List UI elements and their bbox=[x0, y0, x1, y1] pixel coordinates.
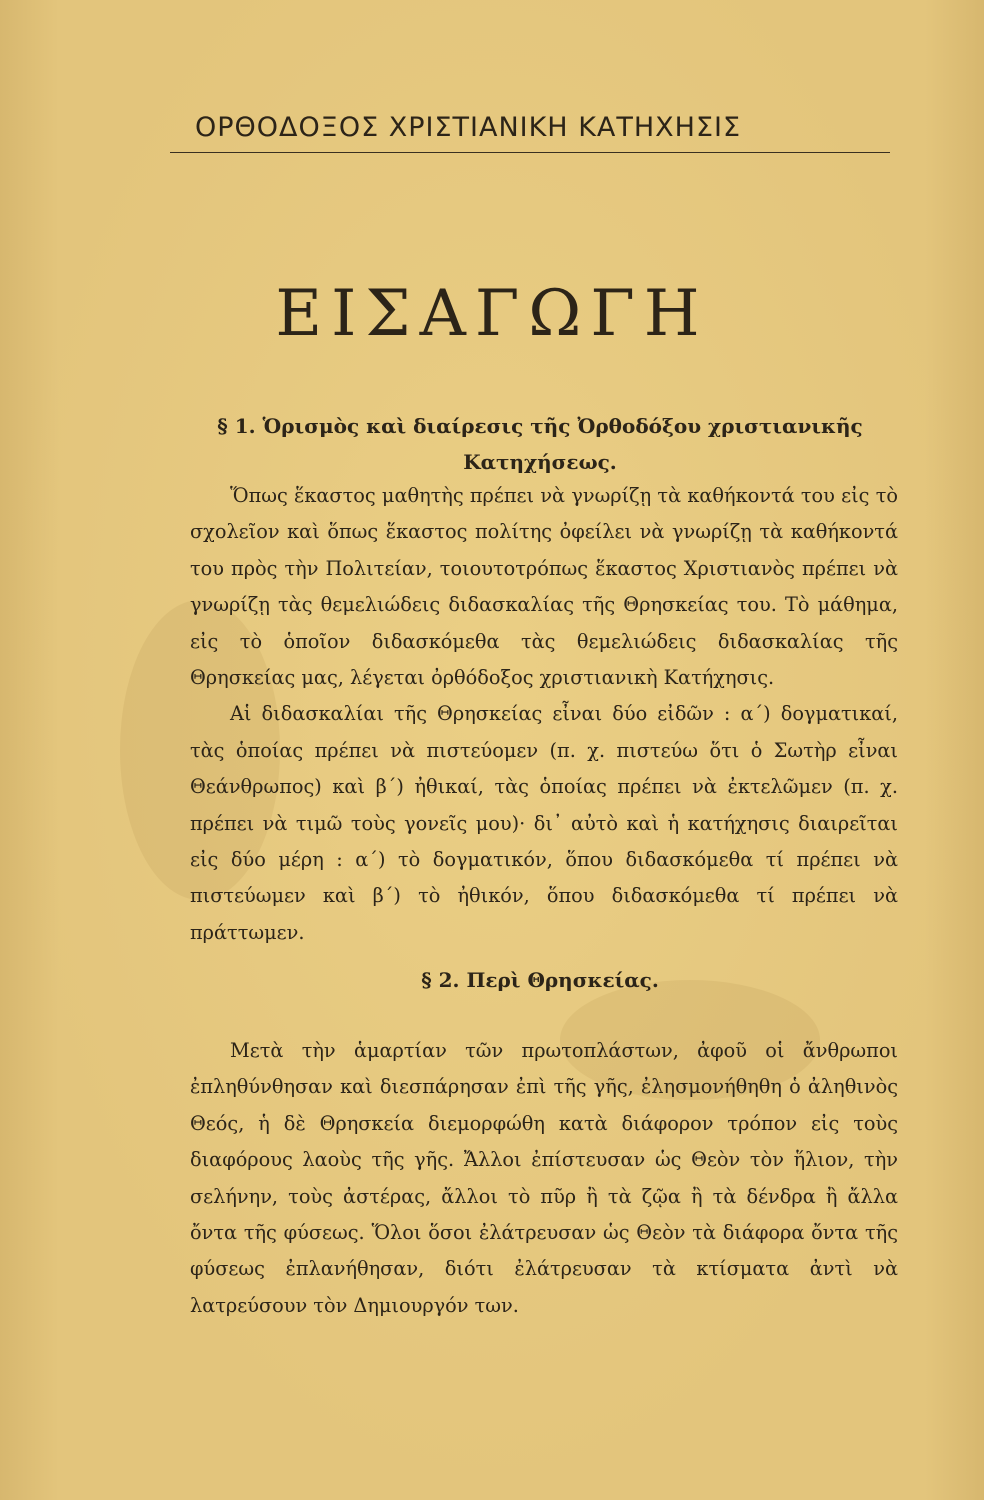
running-head-rule bbox=[170, 152, 890, 153]
section-1-heading: § 1. Ὁρισμὸς καὶ διαίρεσις τῆς Ὀρθοδόξου χριστιανικῆς Κατηχήσεως. bbox=[217, 414, 863, 474]
section-2-heading: § 2. Περὶ Θρησκείας. bbox=[421, 968, 659, 992]
running-head: ΟΡΘΟΔΟΞΟΣ ΧΡΙΣΤΙΑΝΙΚΗ ΚΑΤΗΧΗΣΙΣ bbox=[195, 112, 742, 143]
section-1-body bbox=[190, 478, 898, 951]
paragraph: Μετὰ τὴν ἁμαρτίαν τῶν πρωτοπλάστων, ἀφοῦ οἱ ἄνθρωποι ἐπληθύνθησαν καὶ διεσπάρησαν ἐπὶ τῆς γῆς, ἐλησμονήθηθη ὁ ἀληθινὸς Θεός, ἡ δὲ Θρησκεία διεμορφώθη κατὰ διάφορον τρόπον εἰς τοὺς διαφόρους λαοὺς τῆς γῆς. Ἄλλοι ἐπίστευσαν ὡς Θεὸν τὸν ἥλιον, τὴν σελήνην, τοὺς ἀστέρας, ἄλλοι τὸ πῦρ ἢ τὰ ζῷα ἢ τὰ δένδρα ἢ ἄλλα ὄντα τῆς φύσεως. Ὅλοι ὅσοι ἐλάτρευσαν ὡς Θεὸν τὰ διάφορα ὄντα τῆς φύσεως ἐπλανήθησαν, διότι ἐλάτρευσαν τὰ κτίσματα ἀντὶ νὰ λατρεύσουν τὸν Δημιουργόν των. bbox=[190, 1039, 898, 1317]
paragraph: Αἱ διδασκαλίαι τῆς Θρησκείας εἶναι δύο εἰδῶν : α΄) δογματικαί, τὰς ὁποίας πρέπει νὰ πιστεύομεν (π. χ. πιστεύω ὅτι ὁ Σωτὴρ εἶναι Θεάνθρωπος) καὶ β΄) ἠθικαί, τὰς ὁποίας πρέπει νὰ ἐκτελῶμεν (π. χ. πρέπει νὰ τιμῶ τοὺς γονεῖς μου)· δι᾽ αὐτὸ καὶ ἡ κατήχησις διαιρεῖται εἰς δύο μέρη : α΄) τὸ δογματικόν, ὅπου διδασκόμεθα τί πρέπει νὰ πιστεύωμεν καὶ β΄) τὸ ἠθικόν, ὅπου διδασκόμεθα τί πρέπει νὰ πράττωμεν. bbox=[190, 702, 898, 944]
chapter-title: ΕΙΣΑΓΩΓΗ bbox=[275, 277, 709, 351]
paragraph: Ὅπως ἕκαστος μαθητὴς πρέπει νὰ γνωρίζῃ τὰ καθήκοντά του εἰς τὸ σχολεῖον καὶ ὅπως ἕκαστος πολίτης ὀφείλει νὰ γνωρίζῃ τὰ καθήκοντά του πρὸς τὴν Πολιτείαν, τοιουτοτρόπως ἕκαστος Χριστιανὸς πρέπει νὰ γνωρίζῃ τὰς θεμελιώδεις διδασκαλίας τῆς Θρησκείας του. Τὸ μάθημα, εἰς τὸ ὁποῖον διδασκόμεθα τὰς θεμελιώδεις διδασκαλίας τῆς Θρησκείας μας, λέγεται ὀρθόδοξος χριστιανικὴ Κατήχησις. bbox=[190, 484, 898, 690]
section-2-body bbox=[190, 1033, 898, 1324]
